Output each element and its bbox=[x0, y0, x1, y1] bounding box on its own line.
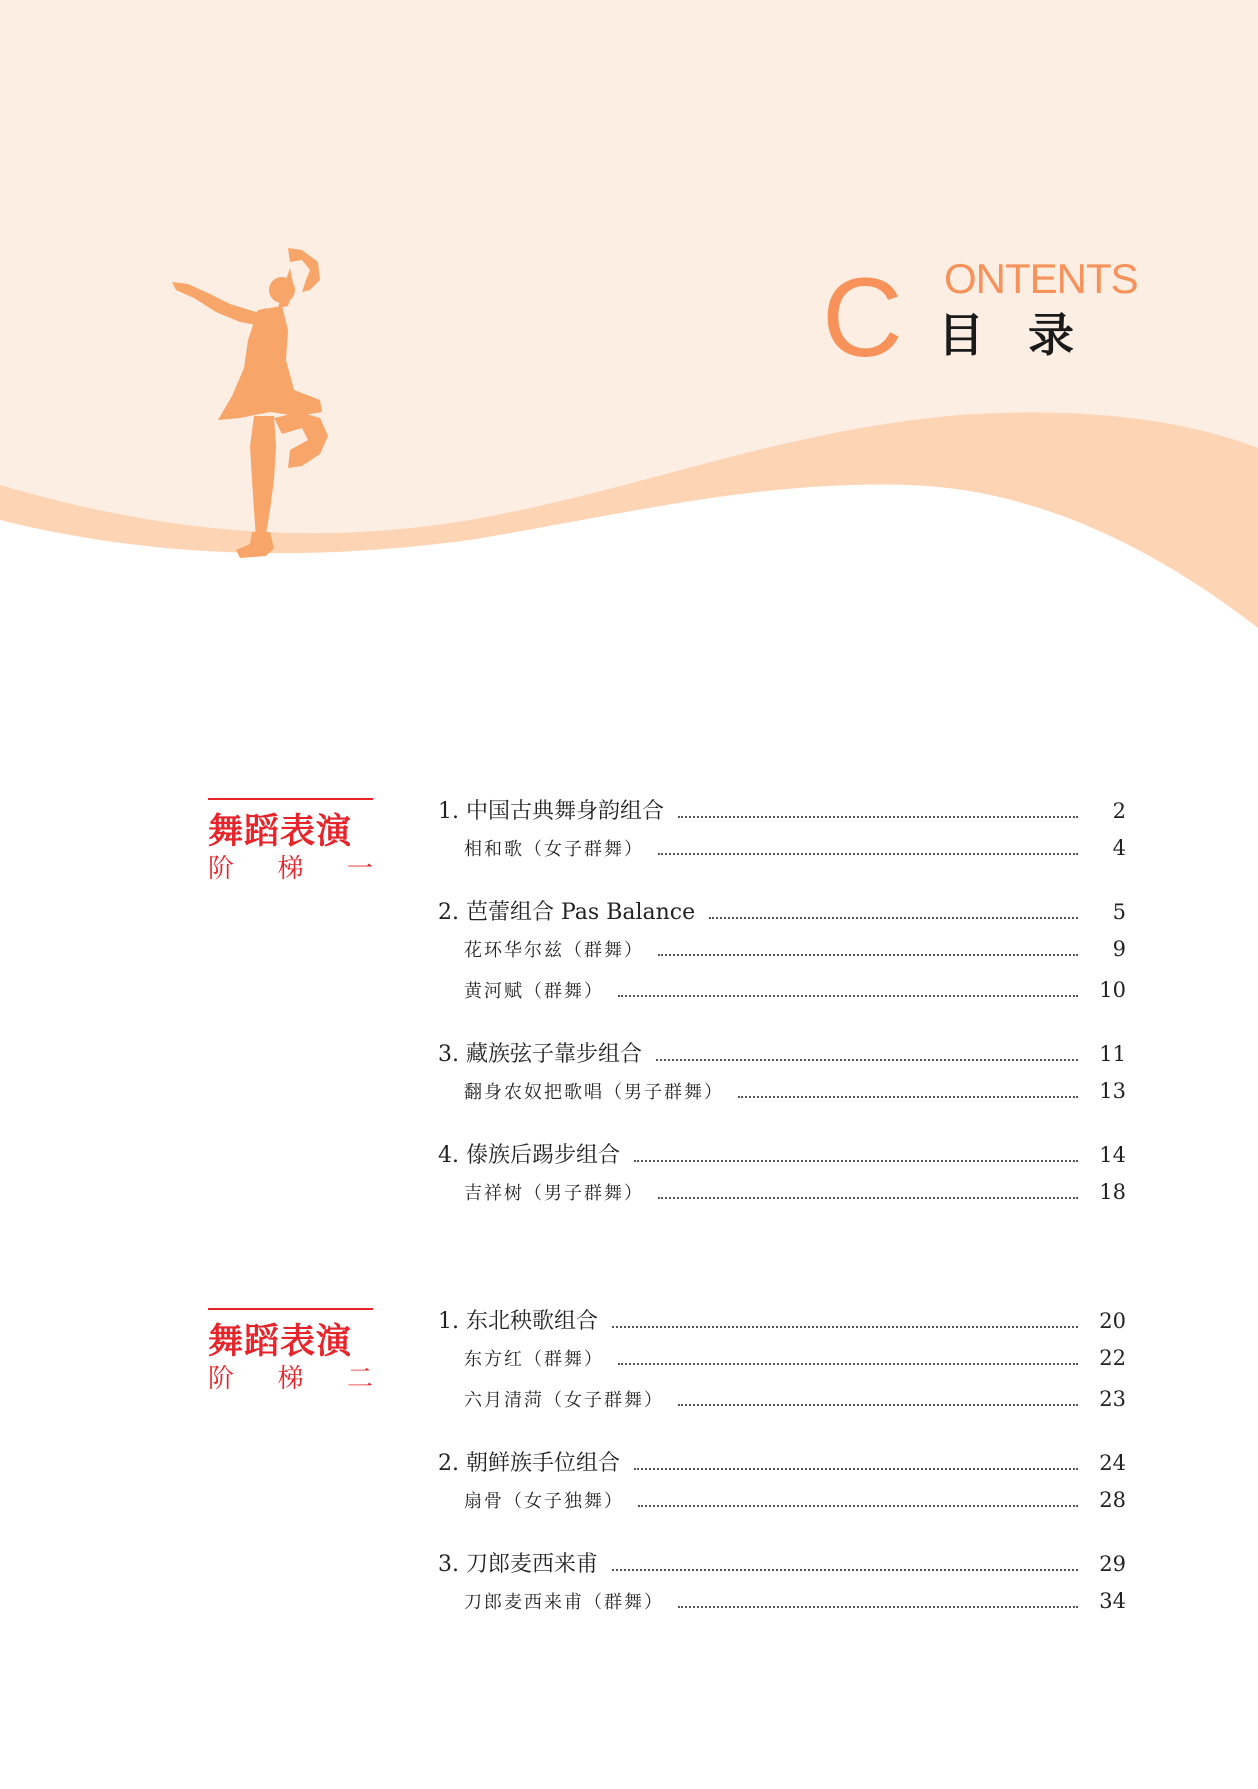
section-subtitle-char: 二 bbox=[346, 1364, 373, 1394]
toc-entry-title: 1. 中国古典舞身韵组合 bbox=[438, 799, 664, 824]
toc-entry-title: 4. 傣族后踢步组合 bbox=[438, 1143, 620, 1168]
dot-leader bbox=[658, 853, 1078, 855]
toc-entry[interactable] bbox=[438, 1037, 1126, 1078]
section-subtitle-char: 阶 bbox=[208, 854, 235, 884]
dot-leader bbox=[656, 1059, 1078, 1061]
toc-entry[interactable] bbox=[438, 1547, 1126, 1588]
dot-leader bbox=[638, 1505, 1078, 1507]
section-subtitle-char: 阶 bbox=[208, 1364, 235, 1394]
dot-leader bbox=[678, 1404, 1078, 1406]
section-subtitle bbox=[208, 852, 373, 886]
dot-leader bbox=[612, 1326, 1078, 1328]
toc-page-number: 13 bbox=[1099, 1079, 1126, 1103]
section-rule bbox=[208, 798, 373, 800]
toc-entry-title: 2. 朝鲜族手位组合 bbox=[438, 1451, 620, 1476]
toc-subentry-title: 吉祥树（男子群舞） bbox=[464, 1183, 644, 1204]
toc-subentry-title: 六月清菏（女子群舞） bbox=[464, 1390, 664, 1411]
toc-page-number: 24 bbox=[1099, 1451, 1126, 1475]
toc-page-number: 2 bbox=[1112, 799, 1126, 823]
toc-subentry-title: 刀郎麦西来甫（群舞） bbox=[464, 1592, 664, 1613]
dot-leader bbox=[612, 1569, 1078, 1571]
toc-subentry[interactable] bbox=[438, 1078, 1126, 1119]
toc-subentry-title: 翻身农奴把歌唱（男子群舞） bbox=[464, 1082, 724, 1103]
toc-section-1 bbox=[438, 794, 1126, 1220]
toc-page-number: 34 bbox=[1099, 1589, 1126, 1613]
toc-subentry[interactable] bbox=[438, 936, 1126, 977]
toc-page-number: 29 bbox=[1099, 1552, 1126, 1576]
section-subtitle-char: 梯 bbox=[277, 854, 304, 884]
toc-subentry-title: 东方红（群舞） bbox=[464, 1349, 604, 1370]
toc-subentry[interactable] bbox=[438, 977, 1126, 1018]
toc-subentry[interactable] bbox=[438, 1386, 1126, 1427]
page-title: 目录 bbox=[938, 308, 1118, 362]
toc-entry[interactable] bbox=[438, 1138, 1126, 1179]
dot-leader bbox=[618, 1363, 1078, 1365]
dot-leader bbox=[634, 1160, 1078, 1162]
section-label-1 bbox=[208, 798, 373, 886]
dot-leader bbox=[634, 1468, 1078, 1470]
toc-entry-title: 3. 藏族弦子靠步组合 bbox=[438, 1042, 642, 1067]
toc-entry-title: 2. 芭蕾组合 Pas Balance bbox=[438, 900, 696, 925]
toc-entry[interactable] bbox=[438, 794, 1126, 835]
toc-page-number: 28 bbox=[1099, 1488, 1126, 1512]
dancer-silhouette-icon bbox=[170, 240, 350, 570]
toc-page-number: 4 bbox=[1112, 836, 1126, 860]
section-rule bbox=[208, 1308, 373, 1310]
dot-leader bbox=[658, 954, 1078, 956]
toc-entry[interactable] bbox=[438, 895, 1126, 936]
toc-entry-title: 1. 东北秧歌组合 bbox=[438, 1309, 598, 1334]
toc-subentry-title: 扇骨（女子独舞） bbox=[464, 1491, 624, 1512]
dot-leader bbox=[678, 816, 1078, 818]
toc-subentry[interactable] bbox=[438, 1345, 1126, 1386]
section-subtitle-char: 梯 bbox=[277, 1364, 304, 1394]
toc-subentry[interactable] bbox=[438, 1487, 1126, 1528]
toc-page-number: 20 bbox=[1099, 1309, 1126, 1333]
dot-leader bbox=[678, 1606, 1078, 1608]
section-title: 舞蹈表演 bbox=[208, 1322, 353, 1362]
section-label-2 bbox=[208, 1308, 373, 1396]
contents-word: ONTENTS bbox=[944, 255, 1138, 302]
toc-page-number: 18 bbox=[1099, 1180, 1126, 1204]
toc-entry[interactable] bbox=[438, 1446, 1126, 1487]
toc-page-number: 5 bbox=[1112, 900, 1126, 924]
dot-leader bbox=[618, 995, 1078, 997]
toc-page-number: 11 bbox=[1099, 1042, 1126, 1066]
toc-section-2 bbox=[438, 1304, 1126, 1629]
toc-page-number: 14 bbox=[1099, 1143, 1126, 1167]
toc-subentry[interactable] bbox=[438, 835, 1126, 876]
dot-leader bbox=[738, 1096, 1078, 1098]
dot-leader bbox=[709, 917, 1078, 919]
toc-page-number: 22 bbox=[1099, 1346, 1126, 1370]
toc-entry-title: 3. 刀郎麦西来甫 bbox=[438, 1552, 598, 1577]
section-title: 舞蹈表演 bbox=[208, 812, 353, 852]
toc-page-number: 10 bbox=[1099, 978, 1126, 1002]
toc-page-number: 23 bbox=[1099, 1387, 1126, 1411]
dot-leader bbox=[658, 1197, 1078, 1199]
toc-subentry-title: 相和歌（女子群舞） bbox=[464, 839, 644, 860]
toc-subentry[interactable] bbox=[438, 1179, 1126, 1220]
section-subtitle bbox=[208, 1362, 373, 1396]
contents-initial-c: C bbox=[822, 255, 903, 380]
section-subtitle-char: 一 bbox=[346, 854, 373, 884]
toc-entry[interactable] bbox=[438, 1304, 1126, 1345]
toc-subentry[interactable] bbox=[438, 1588, 1126, 1629]
toc-subentry-title: 黄河赋（群舞） bbox=[464, 981, 604, 1002]
toc-subentry-title: 花环华尔兹（群舞） bbox=[464, 940, 644, 961]
toc-page-number: 9 bbox=[1112, 937, 1126, 961]
